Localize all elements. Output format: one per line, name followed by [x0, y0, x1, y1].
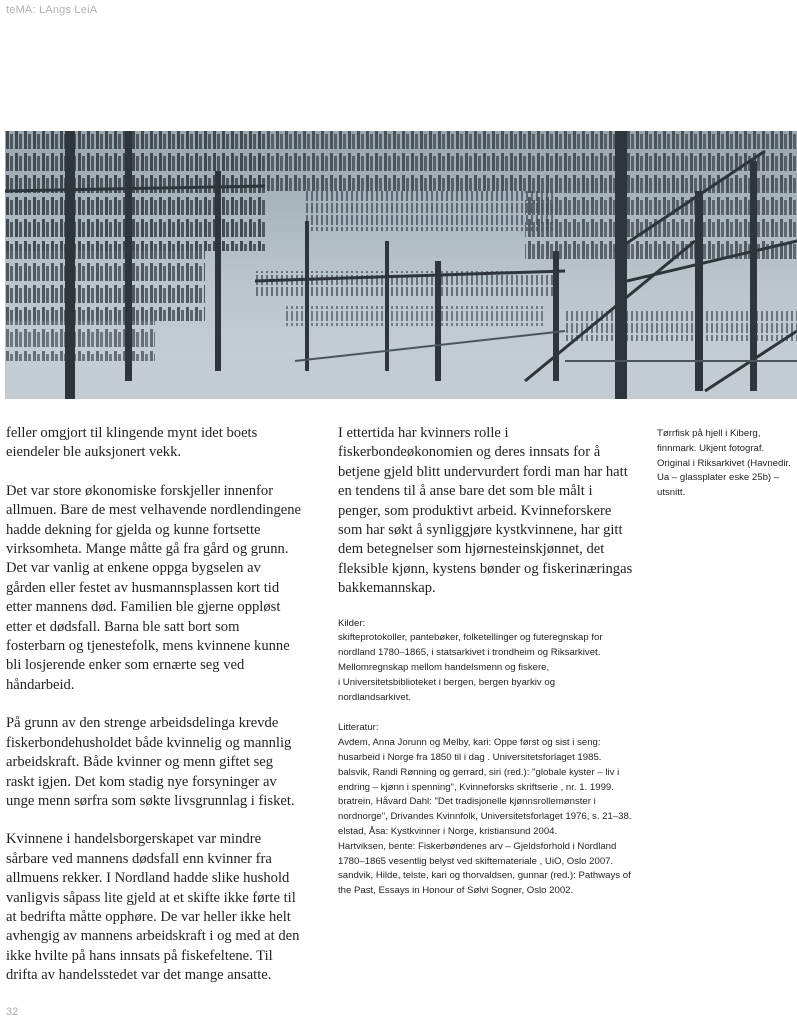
- sources-line: nordlandsarkivet.: [338, 691, 412, 703]
- literature-title: Litteratur:: [338, 722, 379, 734]
- literature-entry: bratrein, Håvard Dahl: "Det tradisjonelle kjønnsrollemønster i nordnorge", Drivandes Kvinnfolk, Universitetsforlaget 1976, s. 21–38.: [338, 796, 632, 823]
- paragraph: Det var store økonomiske forskjeller innenfor allmuen. Bare de mest velhavende nordlendingene hadde dekning for gjelda og kunne fortsette virksomheta. Mange måtte gå fra gård og grunn. Det var vanlig at enkene oppga bygselen av gården eller festet av husmannsplassen kort tid etter mannens død. Familien ble gjerne oppløst etter et dødsfall. Barna ble satt bort som fosterbarn og tjenestefolk, mens kvinnene kunne bli losjerende enker som ernærte seg ved håndarbeid.: [6, 482, 302, 693]
- paragraph: På grunn av den strenge arbeidsdelinga krevde fiskerbondehusholdet både kvinnelig og mannlig arbeidskraft. Både kvinner og menn giftet seg raskt igjen. Det kom stadig nye forsyninger av unge menn sørfra som søkte livsgrunnlag i fisket.: [6, 715, 295, 809]
- photo-caption: Tørrfisk på hjell i Kiberg, finnmark. Ukjent fotograf. Original i Riksarkivet (Havnedir. Ua – glassplater eske 25b) – utsnitt.: [657, 428, 791, 499]
- sources-title: Kilder:: [338, 617, 366, 629]
- left-text-column: [6, 424, 302, 1005]
- paragraph: Kvinnene i handelsborgerskapet var mindre sårbare ved mannens dødsfall enn kvinner fra allmuens rekker. I Nordland hadde slike hushold vanligvis såpass lite gjeld at et skifte ikke førte til at bedrifta måtte opphøre. De var heller ikke helt avhengig av mannens arbeidskraft i og med at den ikke hvilte på hans innsats på fiskefeltene. Til drifta av handelsstedet var det mange ansatte.: [6, 831, 300, 984]
- lead-paragraph: I ettertida har kvinners rolle i fiskerbondeøkonomien og deres innsats for å betjene gjeld blitt undervurdert fordi man har hatt en tendens til å anse bare det som ble målt i penger, som produktivt arbeid. Kvinneforskere som har søkt å synliggjøre kystkvinnene, har gitt dem betegnelser som hjørnesteinskjønnet, det fleksible kjønn, kystens bønder og fiskerinæringas bakkemannskap.: [338, 425, 633, 597]
- sources-line: Mellomregnskap mellom handelsmenn og fiskere,: [338, 662, 550, 674]
- sources-block: [338, 617, 638, 706]
- stockfish-drying-racks-photo: [5, 131, 797, 399]
- page-number: 32: [6, 1006, 19, 1018]
- sources-line: nordland 1780–1865, i statsarkivet i trondheim og Riksarkivet.: [338, 647, 601, 659]
- literature-entry: elstad, Åsa: Kystkvinner i Norge, kristiansund 2004.: [338, 826, 558, 838]
- literature-block: [338, 721, 638, 899]
- sources-line: skifteprotokoller, pantebøker, folketellinger og futeregnskap for: [338, 632, 603, 644]
- paragraph: feller omgjort til klingende mynt idet boets eiendeler ble auksjonert vekk.: [6, 425, 258, 461]
- running-header: teMA: LAngs LeiA: [6, 4, 98, 16]
- literature-entry: balsvik, Randi Rønning og gerrard, siri (red.): "globale kyster – liv i endring – kjønn i spenning", Kvinneforsks skriftserie , nr. 1. 1999.: [338, 766, 620, 793]
- literature-entry: Avdem, Anna Jorunn og Melby, kari: Oppe først og sist i seng: husarbeid i Norge fra 1850 til i dag . Universitetsforlaget 1985.: [338, 737, 602, 764]
- literature-entry: sandvik, Hilde, telste, kari og thorvaldsen, gunnar (red.): Pathways of the Past, Essays in Honour of Sølvi Sogner, Oslo 2002.: [338, 870, 631, 897]
- sources-line: i Universitetsbiblioteket i bergen, bergen byarkiv og: [338, 676, 556, 688]
- middle-text-column: [338, 424, 638, 899]
- literature-entry: Hartviksen, bente: Fiskerbøndenes arv – Gjeldsforhold i Nordland 1780–1865 vesentlig belyst ved skiftemateriale , UiO, Oslo 2007.: [338, 840, 617, 867]
